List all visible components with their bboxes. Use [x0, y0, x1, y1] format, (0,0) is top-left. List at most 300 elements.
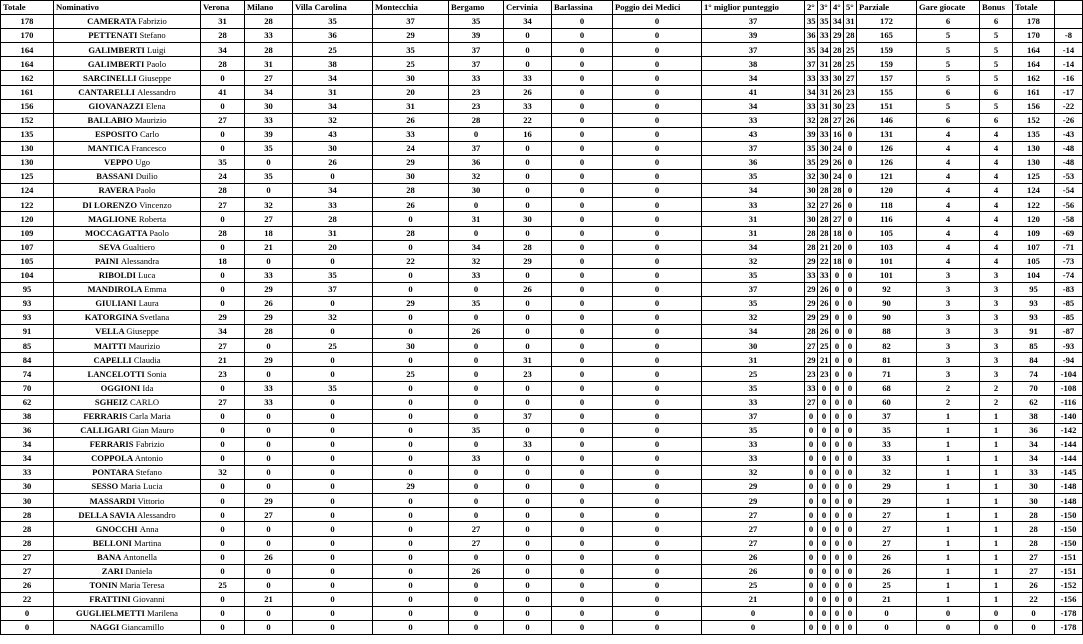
cell: 35	[702, 423, 805, 437]
cell: 28	[831, 43, 844, 57]
cell: 37	[702, 43, 805, 57]
cell: 0	[613, 212, 702, 226]
cell: 25	[818, 339, 831, 353]
cell: 0	[504, 621, 552, 635]
player-firstname: Antonella	[123, 551, 157, 562]
player-surname: GALIMBERTI	[88, 44, 145, 55]
cell: 0	[373, 240, 449, 254]
cell: 4	[917, 198, 980, 212]
cell: 28	[201, 226, 245, 240]
cell: 0	[504, 156, 552, 170]
cell: 32	[702, 466, 805, 480]
cell: 0	[613, 282, 702, 296]
cell: 0	[805, 592, 818, 606]
cell: -69	[1055, 226, 1083, 240]
cell: 41	[702, 85, 805, 99]
player-surname: RIBOLDI	[98, 270, 136, 281]
cell: 0	[818, 452, 831, 466]
player-name	[54, 437, 201, 451]
cell: 31	[449, 212, 504, 226]
cell: 159	[857, 43, 917, 57]
cell: 1	[980, 466, 1013, 480]
cell: 0	[844, 494, 857, 508]
cell: 0	[504, 423, 552, 437]
cell: 104	[1013, 268, 1055, 282]
cell: 60	[857, 395, 917, 409]
cell: 0	[201, 564, 245, 578]
cell: 34	[702, 99, 805, 113]
cell: 1	[980, 409, 1013, 423]
cell: 0	[818, 466, 831, 480]
cell: 28	[373, 184, 449, 198]
cell: 0	[552, 564, 613, 578]
cell: 3	[980, 353, 1013, 367]
player-name	[54, 198, 201, 212]
cell: 0	[818, 395, 831, 409]
cell: 0	[831, 466, 844, 480]
cell: -145	[1055, 466, 1083, 480]
cell: 26	[245, 550, 293, 564]
cell: 0	[613, 494, 702, 508]
table-row	[1, 43, 1083, 57]
cell: 22	[373, 254, 449, 268]
cell: 3	[917, 268, 980, 282]
cell: 1	[917, 536, 980, 550]
cell: 41	[201, 85, 245, 99]
cell: -56	[1055, 198, 1083, 212]
cell: 4	[980, 141, 1013, 155]
cell: 120	[1, 212, 54, 226]
cell: 0	[504, 452, 552, 466]
cell: 32	[702, 254, 805, 268]
cell: 27	[449, 536, 504, 550]
cell: 103	[857, 240, 917, 254]
cell: 0	[293, 536, 373, 550]
cell: 0	[818, 480, 831, 494]
cell: 1	[917, 452, 980, 466]
cell: 162	[1, 71, 54, 85]
player-firstname: Ugo	[135, 157, 151, 168]
cell: 84	[1013, 353, 1055, 367]
cell: 1	[917, 578, 980, 592]
cell: 30	[1, 480, 54, 494]
cell: 0	[805, 466, 818, 480]
cell: 29	[373, 29, 449, 43]
cell: 0	[373, 607, 449, 621]
cell: 28	[245, 15, 293, 29]
cell: 38	[1, 409, 54, 423]
cell: 0	[293, 480, 373, 494]
cell: 170	[1013, 29, 1055, 43]
cell: 101	[857, 268, 917, 282]
cell: -156	[1055, 592, 1083, 606]
cell: 0	[552, 353, 613, 367]
column-header: 5°	[844, 1, 857, 15]
cell: 37	[293, 282, 373, 296]
cell: 28	[805, 226, 818, 240]
cell: 0	[373, 578, 449, 592]
cell: 0	[293, 395, 373, 409]
cell: -85	[1055, 311, 1083, 325]
cell: 27	[1, 564, 54, 578]
cell: 0	[831, 607, 844, 621]
cell: -151	[1055, 550, 1083, 564]
cell: 32	[449, 254, 504, 268]
cell: 34	[201, 43, 245, 57]
cell: 35	[449, 423, 504, 437]
cell: 21	[818, 240, 831, 254]
cell: 0	[373, 564, 449, 578]
cell: 5	[917, 57, 980, 71]
player-firstname: Sonia	[146, 368, 167, 379]
cell: 0	[504, 522, 552, 536]
cell: 0	[613, 127, 702, 141]
cell: 20	[373, 85, 449, 99]
cell: 93	[1, 296, 54, 310]
cell: 30	[373, 71, 449, 85]
cell: 26	[818, 325, 831, 339]
cell: 3	[917, 339, 980, 353]
cell: 26	[831, 198, 844, 212]
cell: 27	[201, 113, 245, 127]
cell: 0	[818, 607, 831, 621]
cell: 95	[1, 282, 54, 296]
cell: 29	[373, 296, 449, 310]
column-header: Cervinia	[504, 1, 552, 15]
cell: 29	[805, 353, 818, 367]
cell: 0	[844, 607, 857, 621]
table-row	[1, 564, 1083, 578]
player-surname: CAMERATA	[87, 16, 137, 27]
table-row	[1, 170, 1083, 184]
player-firstname: Giuseppe	[138, 72, 172, 83]
cell: 33	[373, 127, 449, 141]
cell: 0	[552, 550, 613, 564]
cell: 34	[245, 85, 293, 99]
table-row	[1, 452, 1083, 466]
cell: 0	[201, 212, 245, 226]
cell: 27	[245, 508, 293, 522]
cell: 0	[245, 536, 293, 550]
cell: 28	[1013, 522, 1055, 536]
cell: 3	[980, 325, 1013, 339]
cell: 28	[373, 226, 449, 240]
cell: 0	[504, 296, 552, 310]
cell: 27	[1013, 550, 1055, 564]
cell: -54	[1055, 184, 1083, 198]
cell: 37	[449, 57, 504, 71]
cell: 0	[613, 367, 702, 381]
cell: 36	[1, 423, 54, 437]
cell: 3	[980, 339, 1013, 353]
cell: 0	[373, 409, 449, 423]
column-header: Milano	[245, 1, 293, 15]
cell: 31	[293, 85, 373, 99]
column-header: Barlassina	[552, 1, 613, 15]
cell: 28	[1, 536, 54, 550]
cell: 0	[844, 268, 857, 282]
cell: 29	[702, 494, 805, 508]
player-firstname: Antonio	[134, 453, 163, 464]
cell: 0	[293, 466, 373, 480]
cell: 29	[857, 494, 917, 508]
cell: 4	[980, 156, 1013, 170]
cell: 104	[1, 268, 54, 282]
cell: 0	[449, 494, 504, 508]
cell: 0	[201, 409, 245, 423]
cell: 0	[613, 395, 702, 409]
column-header: 1° miglior punteggio	[702, 1, 805, 15]
cell: 84	[1, 353, 54, 367]
cell: 37	[702, 15, 805, 29]
cell: 0	[504, 550, 552, 564]
player-surname: PAINI	[94, 255, 119, 266]
cell: 0	[818, 423, 831, 437]
player-firstname: Alessandro	[136, 509, 176, 520]
cell: 28	[201, 29, 245, 43]
cell: 125	[1013, 170, 1055, 184]
cell: 5	[917, 29, 980, 43]
cell: 36	[805, 29, 818, 43]
cell: 24	[373, 141, 449, 155]
cell: 0	[980, 621, 1013, 635]
player-name	[54, 381, 201, 395]
player-firstname: Vincenzo	[139, 199, 172, 210]
cell: 0	[201, 127, 245, 141]
cell: 0	[504, 311, 552, 325]
cell: 34	[504, 15, 552, 29]
cell: 4	[917, 254, 980, 268]
cell: 26	[818, 282, 831, 296]
cell: 0	[293, 607, 373, 621]
cell: 36	[293, 29, 373, 43]
cell: 30	[805, 212, 818, 226]
cell: 0	[201, 71, 245, 85]
table-row	[1, 240, 1083, 254]
cell: 0	[613, 607, 702, 621]
cell: 4	[917, 212, 980, 226]
player-name	[54, 536, 201, 550]
cell: 0	[831, 508, 844, 522]
player-firstname: Emma	[144, 284, 167, 295]
cell: 1	[980, 452, 1013, 466]
cell: 121	[857, 170, 917, 184]
cell: -151	[1055, 564, 1083, 578]
cell: 32	[805, 170, 818, 184]
cell: 23	[449, 85, 504, 99]
cell: 21	[818, 353, 831, 367]
cell: 0	[552, 339, 613, 353]
cell: 0	[201, 607, 245, 621]
cell: 21	[857, 592, 917, 606]
player-name	[54, 367, 201, 381]
player-surname: CANTARELLI	[78, 86, 135, 97]
cell: 101	[857, 254, 917, 268]
cell: 35	[818, 15, 831, 29]
player-firstname: Stefano	[139, 30, 166, 41]
cell: 5	[980, 29, 1013, 43]
table-row	[1, 85, 1083, 99]
cell: 3	[917, 367, 980, 381]
cell: 93	[1013, 311, 1055, 325]
cell: 27	[818, 198, 831, 212]
cell: 34	[702, 325, 805, 339]
player-firstname: Svetlana	[139, 312, 170, 323]
cell: 0	[373, 353, 449, 367]
cell: 33	[293, 198, 373, 212]
cell: 37	[373, 15, 449, 29]
cell: 0	[1, 607, 54, 621]
cell: 0	[613, 325, 702, 339]
player-surname: VELLA	[95, 326, 125, 337]
cell: 33	[818, 29, 831, 43]
cell: -85	[1055, 296, 1083, 310]
cell: 34	[702, 71, 805, 85]
cell: 0	[805, 437, 818, 451]
table-row	[1, 437, 1083, 451]
cell: 0	[504, 57, 552, 71]
cell: 0	[552, 254, 613, 268]
player-surname: ZARI	[101, 566, 124, 576]
player-surname: DI LORENZO	[82, 199, 138, 210]
cell: 4	[917, 184, 980, 198]
cell: 21	[245, 240, 293, 254]
cell: 27	[702, 536, 805, 550]
column-header	[1055, 1, 1083, 15]
cell: 22	[504, 113, 552, 127]
cell: 161	[1, 85, 54, 99]
player-surname: FERRARIS	[83, 410, 128, 421]
cell: 0	[552, 494, 613, 508]
player-name	[54, 57, 201, 71]
cell: 0	[844, 127, 857, 141]
cell: 33	[504, 71, 552, 85]
cell: 0	[831, 423, 844, 437]
cell: 0	[805, 452, 818, 466]
player-surname: BELLONI	[92, 537, 132, 548]
cell: 124	[1013, 184, 1055, 198]
cell: 26	[857, 550, 917, 564]
cell: 0	[373, 325, 449, 339]
cell: 26	[1, 578, 54, 592]
cell: 25	[373, 367, 449, 381]
cell: 0	[245, 607, 293, 621]
player-name	[54, 607, 201, 621]
player-name	[54, 85, 201, 99]
cell: 0	[844, 226, 857, 240]
cell: 29	[805, 311, 818, 325]
cell: 0	[449, 550, 504, 564]
cell: -116	[1055, 395, 1083, 409]
cell: 0	[818, 437, 831, 451]
cell: 28	[818, 212, 831, 226]
cell: 38	[1013, 409, 1055, 423]
cell: 28	[201, 184, 245, 198]
cell: 33	[245, 29, 293, 43]
cell: 0	[201, 268, 245, 282]
cell: 3	[980, 311, 1013, 325]
cell: 0	[552, 452, 613, 466]
player-name	[54, 29, 201, 43]
player-name	[54, 325, 201, 339]
cell: 0	[613, 564, 702, 578]
cell: 23	[504, 367, 552, 381]
cell: 0	[373, 395, 449, 409]
cell: 0	[818, 621, 831, 635]
cell: 0	[613, 296, 702, 310]
cell: 0	[373, 268, 449, 282]
cell: 164	[1013, 57, 1055, 71]
cell: -17	[1055, 85, 1083, 99]
cell: 0	[449, 367, 504, 381]
cell: 0	[449, 127, 504, 141]
cell: 0	[552, 212, 613, 226]
cell: 28	[1, 522, 54, 536]
cell: 0	[504, 198, 552, 212]
cell: 33	[504, 99, 552, 113]
table-row	[1, 71, 1083, 85]
player-surname: BASSANI	[96, 171, 134, 182]
cell: 0	[552, 621, 613, 635]
cell: 0	[504, 141, 552, 155]
cell: 0	[844, 198, 857, 212]
cell: 164	[1, 43, 54, 57]
cell: 0	[844, 353, 857, 367]
table-row	[1, 480, 1083, 494]
cell: 125	[1, 170, 54, 184]
cell: 29	[831, 29, 844, 43]
player-surname: FERRARIS	[89, 439, 134, 450]
cell: 5	[980, 99, 1013, 113]
player-surname: COPPOLA	[91, 453, 133, 464]
cell: 35	[805, 15, 818, 29]
column-header: Bergamo	[449, 1, 504, 15]
player-firstname: Maurizio	[128, 340, 161, 351]
cell: 0	[245, 466, 293, 480]
cell: 0	[552, 296, 613, 310]
cell: 29	[805, 296, 818, 310]
cell: 1	[980, 437, 1013, 451]
cell: 25	[373, 57, 449, 71]
cell: 34	[293, 71, 373, 85]
player-surname: MASSARDI	[89, 495, 136, 506]
cell: 0	[552, 15, 613, 29]
cell: 35	[245, 141, 293, 155]
cell: 33	[449, 452, 504, 466]
column-header: Poggio dei Medici	[613, 1, 702, 15]
player-name	[54, 311, 201, 325]
cell: 29	[201, 311, 245, 325]
cell: 1	[917, 550, 980, 564]
cell: 33	[245, 268, 293, 282]
cell: 0	[552, 282, 613, 296]
cell: 4	[980, 226, 1013, 240]
cell: 0	[844, 409, 857, 423]
cell: 0	[844, 423, 857, 437]
cell: 20	[293, 240, 373, 254]
cell: 29	[504, 254, 552, 268]
player-name	[54, 226, 201, 240]
player-name	[54, 621, 201, 635]
cell: 25	[293, 43, 373, 57]
cell: 31	[504, 353, 552, 367]
cell: -104	[1055, 367, 1083, 381]
cell: 0	[449, 339, 504, 353]
cell: 4	[917, 127, 980, 141]
cell: 29	[245, 282, 293, 296]
cell: 0	[818, 564, 831, 578]
cell: 31	[702, 226, 805, 240]
